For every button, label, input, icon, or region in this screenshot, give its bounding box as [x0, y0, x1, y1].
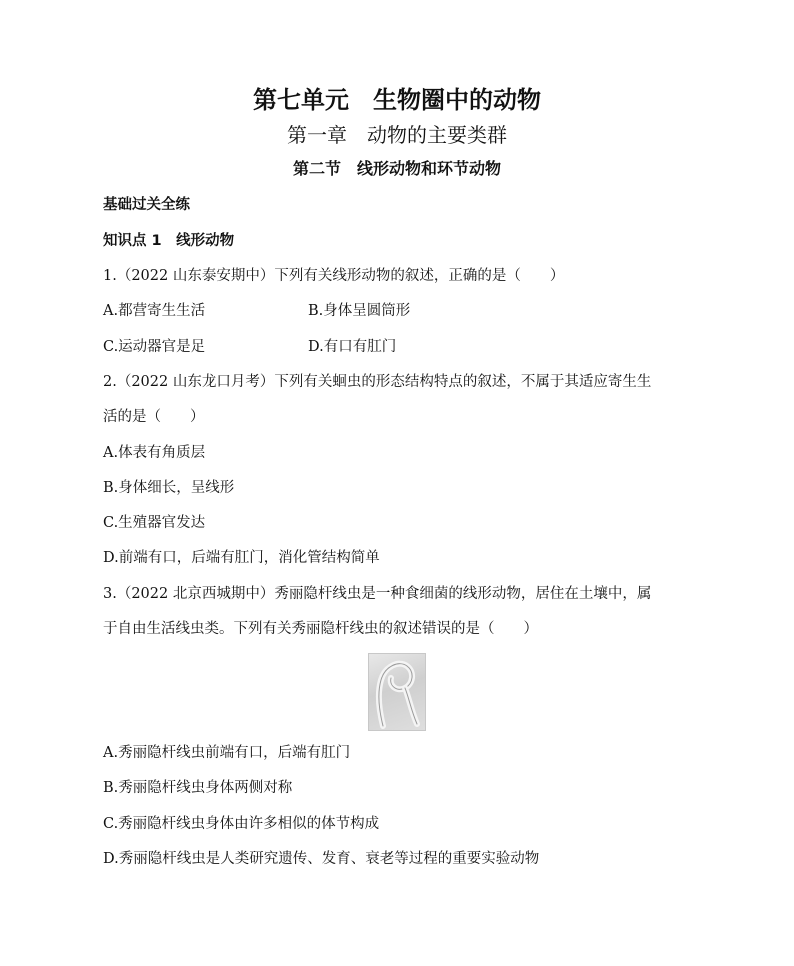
question-1-option-b: B.身体呈圆筒形 [308, 303, 411, 319]
question-3-stem-line-2: 于自由生活线虫类。下列有关秀丽隐杆线虫的叙述错误的是（ ） [103, 621, 538, 637]
practice-heading: 基础过关全练 [103, 197, 190, 213]
question-3-option-a: A.秀丽隐杆线虫前端有口，后端有肛门 [103, 745, 351, 761]
question-1-option-d: D.有口有肛门 [308, 339, 397, 355]
nematode-figure [368, 653, 426, 731]
question-2-stem-line-2: 活的是（ ） [103, 409, 205, 425]
nematode-illustration [369, 654, 425, 730]
question-3-option-c: C.秀丽隐杆线虫身体由许多相似的体节构成 [103, 816, 380, 832]
question-3-stem-line-1: 3.（2022 北京西城期中）秀丽隐杆线虫是一种食细菌的线形动物，居住在土壤中，属 [103, 586, 652, 602]
question-3-option-d: D.秀丽隐杆线虫是人类研究遗传、发育、衰老等过程的重要实验动物 [103, 851, 540, 867]
question-2-option-b: B.身体细长，呈线形 [103, 480, 235, 496]
question-3-option-b: B.秀丽隐杆线虫身体两侧对称 [103, 780, 293, 796]
unit-title: 第七单元 生物圈中的动物 [253, 86, 541, 114]
chapter-title: 第一章 动物的主要类群 [287, 123, 507, 147]
question-2-option-d: D.前端有口，后端有肛门，消化管结构简单 [103, 550, 380, 566]
question-2-option-c: C.生殖器官发达 [103, 515, 206, 531]
question-1-option-a: A.都营寄生生活 [103, 303, 206, 319]
question-1-stem: 1.（2022 山东泰安期中）下列有关线形动物的叙述，正确的是（ ） [103, 268, 565, 284]
question-2-option-a: A.体表有角质层 [103, 445, 206, 461]
question-2-stem-line-1: 2.（2022 山东龙口月考）下列有关蛔虫的形态结构特点的叙述，不属于其适应寄生生 [103, 374, 652, 390]
question-1-option-c: C.运动器官是足 [103, 339, 206, 355]
knowledge-point-heading: 知识点 1 线形动物 [103, 233, 235, 249]
section-title: 第二节 线形动物和环节动物 [292, 159, 501, 178]
